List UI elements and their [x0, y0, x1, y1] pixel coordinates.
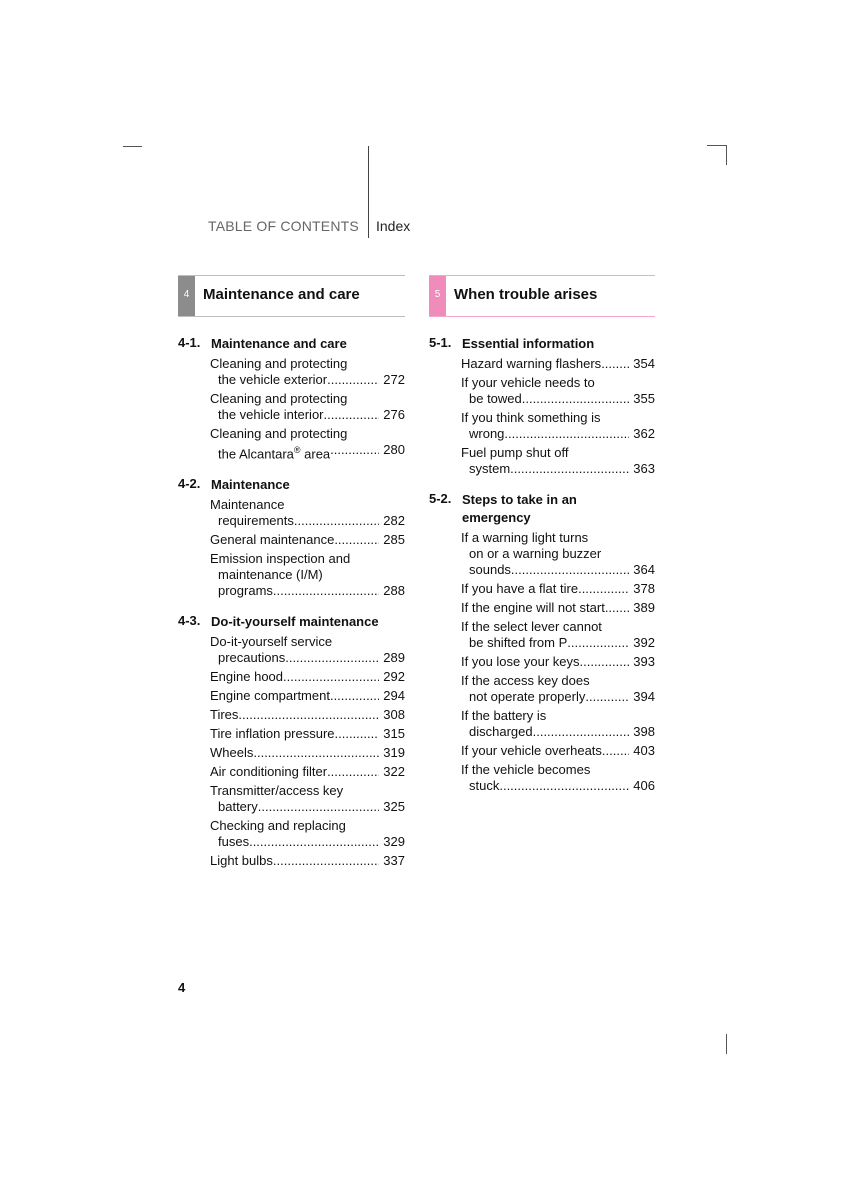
- section-title-line: emergency: [462, 510, 531, 525]
- entry-text-main: General maintenance: [210, 532, 335, 548]
- entry-text: [210, 764, 327, 780]
- entry-text: [469, 778, 499, 794]
- entry-text-main: Wheels: [210, 745, 254, 761]
- section-heading[interactable]: [429, 491, 655, 527]
- page-reference: 406: [633, 778, 655, 793]
- page-reference: 403: [633, 743, 655, 758]
- section-heading[interactable]: [178, 476, 405, 494]
- page-reference: 272: [383, 372, 405, 387]
- entry-text: [218, 834, 249, 850]
- toc-entry[interactable]: [178, 853, 405, 869]
- toc-entry[interactable]: [429, 654, 655, 670]
- entry-text-line: If a warning light turns: [461, 530, 589, 545]
- entry-text: [210, 726, 335, 742]
- entry-text-main: Hazard warning flashers: [461, 356, 602, 371]
- dot-leader: [330, 442, 379, 462]
- entry-last-line: [210, 853, 405, 869]
- page-reference: 355: [633, 391, 655, 406]
- toc-entry[interactable]: [429, 673, 655, 705]
- entry-text-main: the Alcantara: [218, 446, 294, 462]
- entry-text-main: Engine compartment: [210, 688, 330, 704]
- section-title: [211, 476, 405, 494]
- entry-text-line: If your vehicle needs to: [461, 375, 595, 390]
- dot-leader: [283, 669, 379, 685]
- page-reference: 398: [633, 724, 655, 739]
- section-title-line: Maintenance and care: [211, 336, 347, 351]
- page-reference: 288: [383, 583, 405, 599]
- entry-text-line: Cleaning and protecting: [210, 426, 348, 441]
- entry-text-main: fuses: [218, 834, 250, 850]
- crop-mark-top-left: [123, 146, 142, 147]
- page-reference: 394: [633, 689, 655, 704]
- entry-text: [461, 356, 601, 372]
- entry-text-main: Tire inflation pressure: [210, 726, 335, 742]
- entry-text-line: If the vehicle becomes: [461, 762, 591, 777]
- section-title-line: Steps to take in an: [462, 492, 577, 507]
- entry-text-main: Engine hood: [210, 669, 284, 685]
- page-reference: 289: [383, 650, 405, 666]
- page-reference: 292: [383, 669, 405, 685]
- chapter-4-toc: [178, 335, 405, 869]
- toc-entry[interactable]: [178, 764, 405, 780]
- toc-entry[interactable]: [178, 391, 405, 423]
- entry-last-line: [461, 426, 655, 442]
- entry-text-main: stuck: [469, 778, 500, 793]
- dot-leader: [510, 461, 629, 477]
- section-heading[interactable]: [178, 613, 405, 631]
- toc-entry[interactable]: [429, 743, 655, 759]
- toc-entry[interactable]: [429, 530, 655, 578]
- toc-entry[interactable]: [178, 426, 405, 462]
- chapter-4-column: [178, 275, 405, 869]
- toc-entry[interactable]: [178, 745, 405, 761]
- entry-text-line: maintenance (I/M): [218, 567, 323, 583]
- dot-leader: [253, 745, 379, 761]
- page-reference: 363: [633, 461, 655, 476]
- dot-leader: [273, 853, 379, 869]
- entry-text: [218, 407, 324, 423]
- entry-last-line: [210, 583, 405, 599]
- dot-leader: [334, 532, 379, 548]
- page-reference: 362: [633, 426, 655, 441]
- page-reference: 280: [383, 442, 405, 457]
- entry-text: [210, 853, 273, 869]
- entry-last-line: [461, 461, 655, 477]
- entry-last-line: [461, 391, 655, 407]
- entry-last-line: [461, 600, 655, 616]
- dot-leader: [578, 581, 629, 597]
- page-reference: 276: [383, 407, 405, 422]
- dot-leader: [522, 562, 630, 578]
- entry-text-main: sounds...: [469, 562, 522, 577]
- entry-text: [210, 532, 334, 548]
- entry-text: [461, 600, 605, 616]
- entry-last-line: [210, 513, 405, 529]
- entry-text: [218, 372, 327, 388]
- page-reference: 308: [383, 707, 405, 723]
- entry-last-line: [210, 707, 405, 723]
- entry-text-main: Tires: [210, 707, 239, 723]
- entry-last-line: [461, 689, 655, 705]
- page-reference: 392: [633, 635, 655, 650]
- dot-leader: [585, 689, 629, 705]
- toc-section: [429, 335, 655, 477]
- entry-last-line: [210, 442, 405, 462]
- entry-text-main: be towed: [469, 391, 522, 406]
- index-tab[interactable]: Index: [376, 218, 411, 234]
- entry-text-main: system: [469, 461, 511, 476]
- entry-last-line: [461, 654, 655, 670]
- entry-text-main: battery: [218, 799, 258, 815]
- entry-text-main: not operate properly: [469, 689, 586, 704]
- entry-last-line: [461, 743, 655, 759]
- page-reference: 322: [383, 764, 405, 780]
- page-reference: 378: [633, 581, 655, 596]
- entry-text: [469, 562, 522, 578]
- entry-text-line: Cleaning and protecting: [210, 356, 348, 371]
- dot-leader: [324, 407, 380, 423]
- toc-entry[interactable]: [178, 688, 405, 704]
- toc-tab[interactable]: TABLE OF CONTENTS: [208, 218, 359, 234]
- dot-leader: [273, 583, 379, 599]
- crop-mark-top-right-h: [707, 145, 727, 146]
- toc-section: [178, 613, 405, 869]
- dot-leader: [258, 799, 380, 815]
- entry-last-line: [210, 745, 405, 761]
- section-title: [211, 335, 405, 353]
- toc-entry[interactable]: [178, 356, 405, 388]
- entry-text: [210, 707, 238, 723]
- section-number: 5-1.: [429, 335, 452, 350]
- toc-entry[interactable]: [429, 581, 655, 597]
- dot-leader: [601, 356, 629, 372]
- section-title: [462, 335, 655, 353]
- crop-mark-top-right-v: [726, 145, 727, 165]
- chapter-5-column: [429, 275, 655, 794]
- entry-text-main: programs: [218, 583, 273, 599]
- dot-leader: [327, 764, 379, 780]
- entry-last-line: [461, 356, 655, 372]
- page-reference: 282: [383, 513, 405, 529]
- toc-entry[interactable]: [429, 445, 655, 477]
- toc-entry[interactable]: [178, 669, 405, 685]
- toc-entry[interactable]: [178, 532, 405, 548]
- entry-text-line: Checking and replacing: [210, 818, 346, 834]
- entry-text-main: wrong: [469, 426, 505, 441]
- toc-entry[interactable]: [178, 497, 405, 529]
- entry-last-line: [461, 778, 655, 794]
- dot-leader: [580, 654, 630, 670]
- toc-entry[interactable]: [429, 619, 655, 651]
- entry-text-main: Light bulbs: [210, 853, 273, 869]
- section-title: [462, 491, 655, 527]
- entry-text: [218, 799, 258, 815]
- page-reference: 337: [383, 853, 405, 869]
- entry-text: [461, 581, 578, 597]
- page-reference: 364: [633, 562, 655, 577]
- page-reference: 285: [383, 532, 405, 548]
- entry-last-line: [210, 407, 405, 423]
- entry-last-line: [210, 688, 405, 704]
- entry-text-main: discharged: [469, 724, 533, 739]
- entry-last-line: [210, 834, 405, 850]
- entry-text: [210, 688, 330, 704]
- toc-entry[interactable]: [429, 600, 655, 616]
- entry-text-main: be shifted from P: [469, 635, 568, 650]
- entry-last-line: [461, 562, 655, 578]
- dot-leader: [330, 688, 379, 704]
- entry-text-main: Air conditioning filter: [210, 764, 328, 780]
- entry-last-line: [210, 532, 405, 548]
- entry-text-main: requirements: [218, 513, 294, 529]
- entry-text-line: Transmitter/access key: [210, 783, 344, 799]
- entry-text: [218, 513, 294, 529]
- entry-text: [210, 669, 283, 685]
- entry-text: [469, 689, 585, 705]
- entry-last-line: [210, 650, 405, 666]
- entry-text-main: the vehicle interior: [218, 407, 324, 422]
- entry-text-line: If the access key does: [461, 673, 590, 688]
- page-reference: 294: [383, 688, 405, 704]
- dot-leader: [504, 426, 629, 442]
- dot-leader: [285, 650, 379, 666]
- entry-text-suffix: area: [300, 446, 331, 462]
- toc-entry[interactable]: [429, 708, 655, 740]
- section-heading[interactable]: [178, 335, 405, 353]
- toc-entry[interactable]: [178, 707, 405, 723]
- chapter-5-title: When trouble arises: [454, 286, 598, 303]
- registered-mark: ®: [293, 445, 301, 455]
- entry-text-main: If you lose your keys: [461, 654, 580, 669]
- entry-text: [469, 461, 510, 477]
- entry-last-line: [461, 581, 655, 597]
- dot-leader: [522, 391, 630, 407]
- dot-leader: [327, 372, 379, 388]
- page-number: 4: [178, 980, 186, 995]
- toc-entry[interactable]: [178, 551, 405, 599]
- page-reference: 315: [383, 726, 405, 742]
- toc-entry[interactable]: [429, 762, 655, 794]
- toc-entry[interactable]: [429, 410, 655, 442]
- entry-text: [469, 391, 522, 407]
- entry-text-main: precautions: [218, 650, 286, 666]
- entry-text: [461, 654, 580, 670]
- entry-text: [210, 745, 253, 761]
- entry-text-line: on or a warning buzzer: [469, 546, 602, 561]
- dot-leader: [249, 834, 379, 850]
- section-title-line: Do-it-yourself maintenance: [211, 614, 379, 630]
- dot-leader: [499, 778, 629, 794]
- entry-text-main: the vehicle exterior: [218, 372, 328, 387]
- toc-section: [429, 491, 655, 794]
- chapter-5-toc: [429, 335, 655, 794]
- crop-mark-bottom-right: [726, 1034, 727, 1054]
- chapter-4-title: Maintenance and care: [203, 286, 360, 303]
- entry-last-line: [210, 764, 405, 780]
- entry-text-main: If the engine will not start: [461, 600, 605, 615]
- toc-entry[interactable]: [178, 634, 405, 666]
- section-number: 4-2.: [178, 476, 201, 492]
- entry-text: [469, 426, 504, 442]
- dot-leader: [238, 707, 379, 723]
- toc-entry[interactable]: [178, 818, 405, 850]
- chapter-5-banner[interactable]: [429, 275, 655, 317]
- entry-last-line: [461, 635, 655, 651]
- toc-entry[interactable]: [429, 356, 655, 372]
- header-separator: [368, 146, 369, 238]
- entry-text: [218, 442, 330, 462]
- entry-text-line: Cleaning and protecting: [210, 391, 348, 406]
- section-number: 5-2.: [429, 491, 452, 506]
- chapter-4-banner[interactable]: [178, 275, 405, 317]
- section-number: 4-3.: [178, 613, 201, 629]
- page-reference: 354: [633, 356, 655, 371]
- page-reference: 329: [383, 834, 405, 850]
- entry-last-line: [210, 799, 405, 815]
- section-title-line: Essential information: [462, 336, 595, 351]
- page-reference: 319: [383, 745, 405, 761]
- entry-text-main: If your vehicle overheats: [461, 743, 602, 758]
- toc-section: [178, 476, 405, 599]
- entry-text-line: Do-it-yourself service: [210, 634, 333, 650]
- entry-text-line: Emission inspection and: [210, 551, 351, 567]
- dot-leader: [533, 724, 630, 740]
- entry-last-line: [210, 726, 405, 742]
- toc-entry[interactable]: [178, 726, 405, 742]
- entry-text: [218, 583, 273, 599]
- entry-text-main: If you have a flat tire: [461, 581, 579, 596]
- entry-text: [469, 635, 567, 651]
- entry-text: [469, 724, 533, 740]
- entry-last-line: [210, 372, 405, 388]
- entry-last-line: [210, 669, 405, 685]
- entry-text-line: If the select lever cannot: [461, 619, 602, 634]
- dot-leader: [335, 726, 380, 742]
- toc-section: [178, 335, 405, 462]
- entry-text: [218, 650, 285, 666]
- entry-text-line: Fuel pump shut off: [461, 445, 569, 460]
- section-title: [211, 613, 405, 631]
- entry-text: [461, 743, 602, 759]
- entry-text-line: If you think something is: [461, 410, 601, 425]
- toc-entry[interactable]: [429, 375, 655, 407]
- dot-leader: [602, 743, 629, 759]
- entry-text-line: Maintenance: [210, 497, 285, 513]
- entry-last-line: [461, 724, 655, 740]
- chapter-5-number-badge: 5: [429, 276, 446, 316]
- toc-entry[interactable]: [178, 783, 405, 815]
- section-heading[interactable]: [429, 335, 655, 353]
- dot-leader: [294, 513, 379, 529]
- entry-text-line: If the battery is: [461, 708, 547, 723]
- page-reference: 325: [383, 799, 405, 815]
- section-number: 4-1.: [178, 335, 201, 350]
- section-title-line: Maintenance: [211, 477, 290, 493]
- dot-leader: [605, 600, 629, 616]
- page-reference: 393: [633, 654, 655, 669]
- chapter-4-number-badge: 4: [178, 276, 195, 316]
- dot-leader: [567, 635, 629, 651]
- page-reference: 389: [633, 600, 655, 615]
